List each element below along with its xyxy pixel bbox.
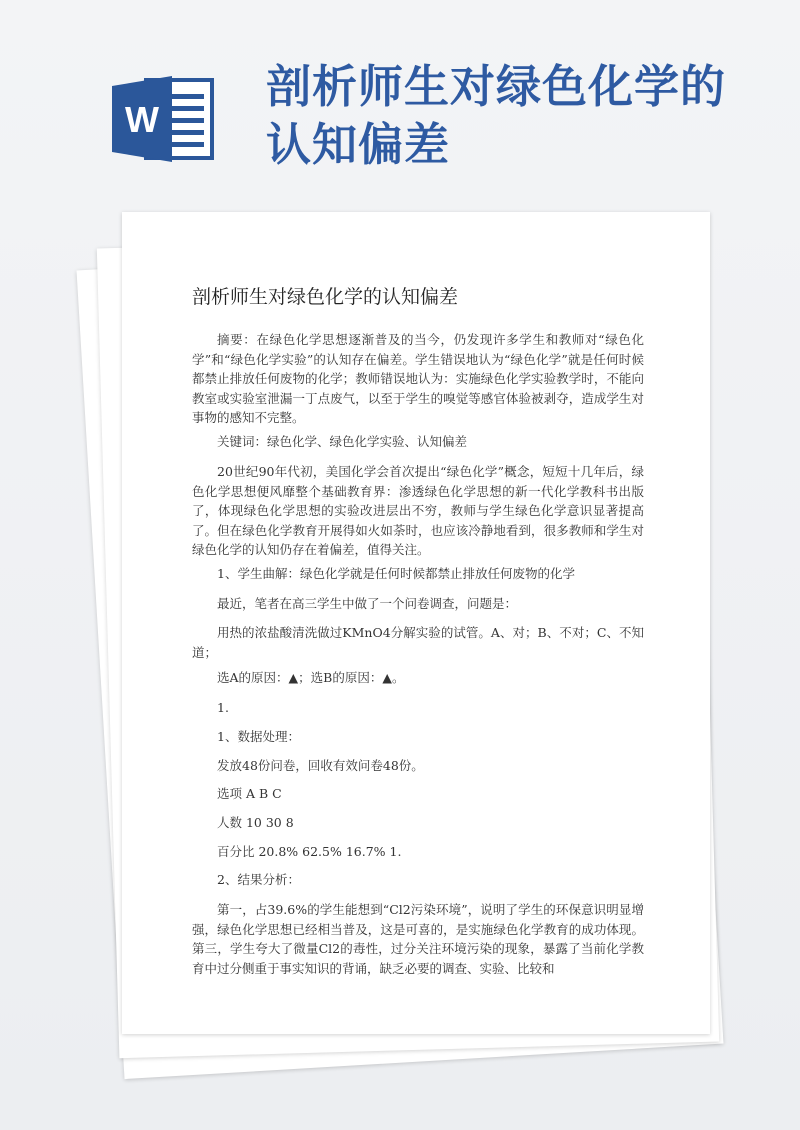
count-row: 人数 10 30 8 <box>217 815 294 830</box>
reason-line: 选A的原因：▲；选B的原因：▲。 <box>217 670 405 685</box>
word-document-icon <box>112 76 216 162</box>
question-paragraph: 用热的浓盐酸清洗做过KMnO4分解实验的试管。A、对；B、不对；C、不知道； <box>192 625 644 660</box>
survey-line: 最近，笔者在高三学生中做了一个问卷调查，问题是： <box>217 596 518 611</box>
page-title: 剖析师生对绿色化学的认知偏差 <box>266 60 727 171</box>
distributed-line: 发放48份问卷，回收有效问卷48份。 <box>217 758 424 773</box>
options-row: 选项 A B C <box>217 786 282 801</box>
analysis-paragraph: 第一，占39.6%的学生能想到“Cl2污染环境”，说明了学生的环保意识明显增强，绿色化学思想已经相当普及，这是可喜的，是实施绿色化学教育的成功体现。第三，学生夸大了微量Cl2的毒性，过分关注环境污染的现象，暴露了当前化学教育中过分侧重于事实知识的背诵，缺乏必要的调查、实验、比较和 <box>192 902 644 976</box>
section-1-heading: 1、学生曲解：绿色化学就是任何时候都禁止排放任何废物的化学 <box>217 566 575 581</box>
item-1-line: 1. <box>217 700 229 715</box>
percent-row: 百分比 20.8% 62.5% 16.7% 1. <box>217 844 402 859</box>
document-page <box>122 212 710 1034</box>
abstract-paragraph: 摘要：在绿色化学思想逐渐普及的当今，仍发现许多学生和教师对“绿色化学”和“绿色化学实验”的认知存在偏差。学生错误地认为“绿色化学”就是任何时候都禁止排放任何废物的化学；教师错误地认为：实施绿色化学实验教学时，不能向教室或实验室泄漏一丁点废气，以至于学生的嗅觉等感官体验被剥夺，造成学生对事物的感知不完整。 <box>192 332 644 425</box>
document-title: 剖析师生对绿色化学的认知偏差 <box>192 286 459 308</box>
intro-paragraph: 20世纪90年代初，美国化学会首次提出“绿色化学”概念，短短十几年后，绿色化学思想便风靡整个基础教育界：渗透绿色化学思想的新一代化学教科书出版了，体现绿色化学思想的实验改进层出不穷，教师与学生绿色化学意识显著提高了。但在绿色化学教育开展得如火如荼时，也应该冷静地看到，很多教师和学生对绿色化学的认知仍存在着偏差，值得关注。 <box>192 464 644 557</box>
word-icon-letter: W <box>125 99 159 140</box>
data-processing-heading: 1、数据处理： <box>217 729 300 744</box>
analysis-heading: 2、结果分析： <box>217 872 300 887</box>
keywords-line: 关键词：绿色化学、绿色化学实验、认知偏差 <box>217 434 468 449</box>
